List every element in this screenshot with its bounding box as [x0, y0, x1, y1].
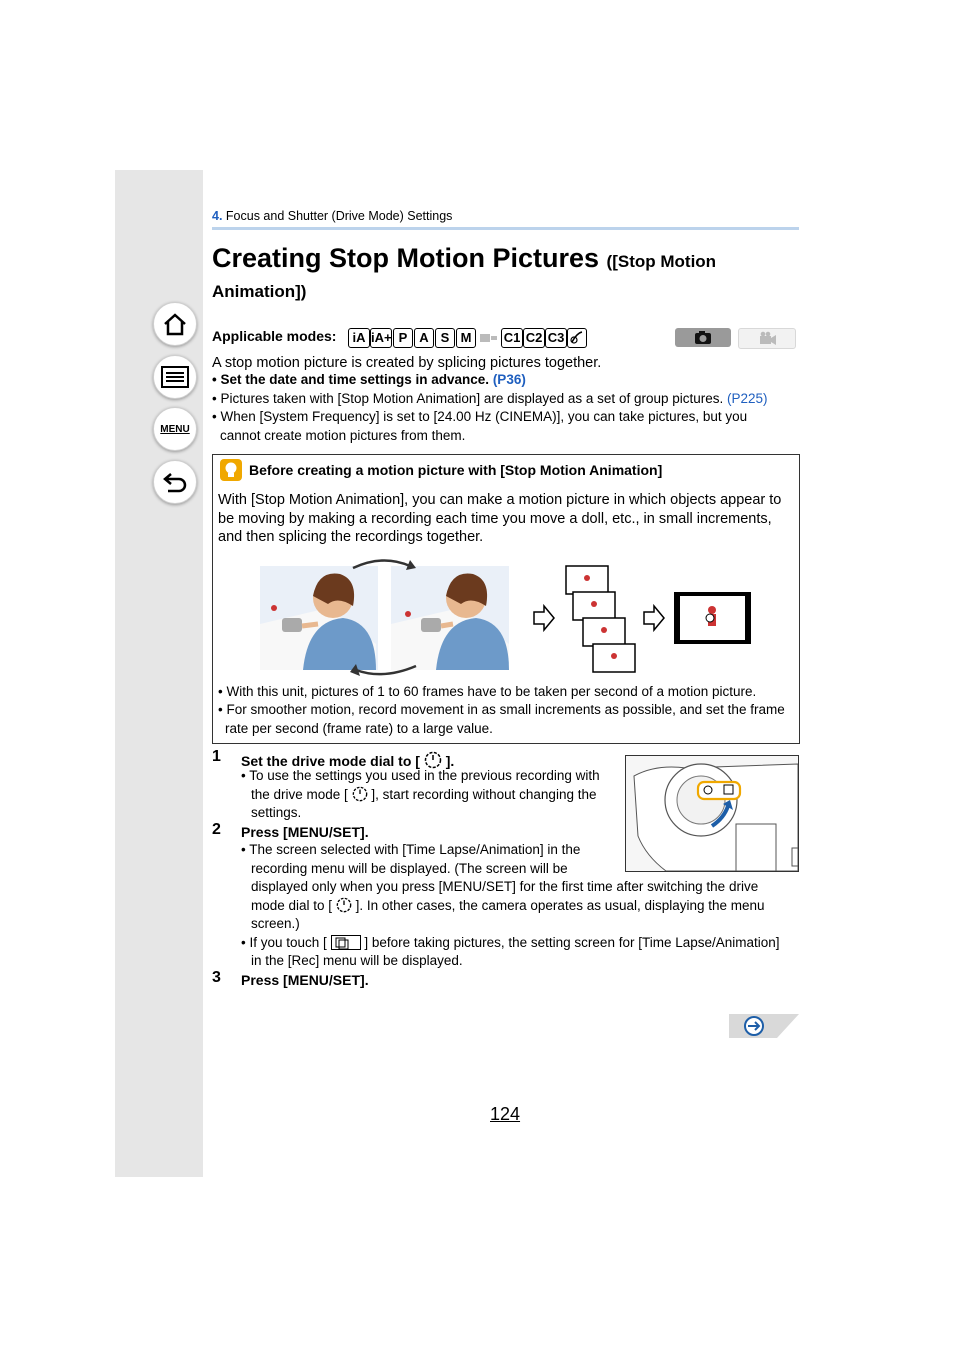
brush-icon	[569, 329, 585, 345]
mode-m: M	[456, 328, 476, 348]
step-3-title: Press [MENU/SET].	[241, 972, 369, 988]
mode-ia-plus: iA+	[370, 328, 392, 348]
note-system-frequency-line2: cannot create motion pictures from them.	[220, 428, 466, 443]
stop-motion-illustration	[258, 556, 512, 678]
next-page-button[interactable]	[729, 1014, 799, 1038]
frames-sequence-illustration	[530, 562, 756, 676]
header-rule	[212, 227, 799, 230]
page-title-main: Creating Stop Motion Pictures	[212, 243, 600, 273]
note-date-time-text: • Set the date and time settings in advance.	[212, 372, 490, 387]
step-2-bullet-line5: screen.)	[251, 916, 300, 931]
step-1-number: 1	[212, 748, 221, 765]
step-1-title-after: ].	[445, 753, 455, 769]
note-system-frequency: • When [System Frequency] is set to [24.00 Hz (CINEMA)], you can take pictures, but you	[212, 409, 748, 424]
intro-text: A stop motion picture is created by splicing pictures together.	[212, 355, 602, 371]
mode-c1: C1	[501, 328, 523, 348]
back-icon	[162, 471, 188, 493]
home-button[interactable]	[153, 302, 197, 346]
creative-video-icon	[479, 331, 499, 345]
mode-c3: C3	[545, 328, 567, 348]
contents-button[interactable]	[153, 355, 197, 399]
photo-mode-indicator	[675, 328, 731, 347]
tip-title: Before creating a motion picture with [Stop Motion Animation]	[249, 462, 663, 478]
video-camera-icon	[739, 329, 795, 348]
step-2-number: 2	[212, 821, 221, 838]
applicable-modes-label: Applicable modes:	[212, 328, 337, 344]
page-title-sub-line2: Animation])	[212, 282, 307, 301]
list-icon	[161, 366, 189, 388]
page-title-sub: ([Stop Motion	[606, 252, 717, 271]
stop-motion-dial-icon	[352, 786, 368, 802]
step-2-bullet-line2: recording menu will be displayed. (The screen will be	[251, 861, 568, 876]
menu-label: MENU	[160, 423, 190, 435]
step-1-bullet-line2-a: the drive mode [	[251, 787, 348, 802]
drive-mode-dial-illustration	[625, 755, 799, 872]
lightbulb-icon	[220, 459, 242, 481]
step-2-bullet2-line2: in the [Rec] menu will be displayed.	[251, 953, 463, 968]
step-2-title: Press [MENU/SET].	[241, 824, 369, 840]
tip-body: With [Stop Motion Animation], you can make a motion picture in which objects appear to be moving by making a recording each time you move a doll, etc., in small increments, and then splicing the recordings together.	[218, 492, 782, 545]
page-number: 124	[490, 1104, 521, 1124]
home-icon	[162, 312, 188, 336]
step-2-bullet-line4-a: mode dial to [	[251, 898, 333, 913]
step-2-bullet2-line1	[241, 934, 780, 953]
stop-motion-dial-icon	[336, 897, 352, 913]
menu-button[interactable]	[153, 407, 197, 451]
mode-c2: C2	[523, 328, 545, 348]
mode-p: P	[393, 328, 413, 348]
step-1-bullet-line3: settings.	[251, 805, 302, 820]
step-1-bullet-line2-b: ], start recording without changing the	[371, 787, 597, 802]
mode-s: S	[435, 328, 455, 348]
tip-bullet-smoother-line2: rate per second (frame rate) to a large value.	[225, 721, 493, 736]
step-2-bullet-line4	[251, 897, 765, 916]
back-button[interactable]	[153, 460, 197, 504]
tip-bullet-smoother: • For smoother motion, record movement in as small increments as possible, and set the frame	[218, 702, 785, 717]
step-2-bullet-line3: displayed only when you press [MENU/SET] for the first time after switching the drive	[251, 879, 759, 894]
chapter-title: Focus and Shutter (Drive Mode) Settings	[225, 209, 453, 223]
page-title	[212, 241, 812, 279]
tip-bullet-frames: • With this unit, pictures of 1 to 60 frames have to be taken per second of a motion picture.	[218, 684, 757, 699]
step-3-number: 3	[212, 969, 221, 986]
link-p36[interactable]: (P36)	[492, 372, 526, 387]
note-group-pictures-text: • Pictures taken with [Stop Motion Animation] are displayed as a set of group pictures.	[212, 391, 724, 406]
step-1-bullet-line1: • To use the settings you used in the previous recording with	[241, 768, 600, 783]
step-1-bullet-line2	[251, 786, 596, 805]
mode-creative-control	[567, 328, 587, 348]
link-p225[interactable]: (P225)	[727, 391, 768, 406]
step-2-bullet-line4-b: ]. In other cases, the camera operates as usual, displaying the menu	[355, 898, 765, 913]
mode-ia: iA	[348, 328, 370, 348]
sidebar	[115, 170, 203, 1177]
camera-icon	[675, 328, 731, 347]
step-2-bullet2-line1-b: ] before taking pictures, the setting screen for [Time Lapse/Animation]	[364, 935, 780, 950]
breadcrumb	[212, 209, 452, 223]
note-group-pictures	[212, 390, 768, 409]
chapter-number: 4.	[212, 209, 223, 223]
mode-a: A	[414, 328, 434, 348]
video-mode-indicator	[738, 328, 796, 349]
step-2-bullet2-line1-a: • If you touch [	[241, 935, 327, 950]
touch-tab-icon	[331, 935, 361, 950]
step-1-title-before: Set the drive mode dial to [	[241, 753, 420, 769]
step-2-bullet-line1: • The screen selected with [Time Lapse/Animation] in the	[241, 842, 581, 857]
note-date-time	[212, 371, 526, 390]
